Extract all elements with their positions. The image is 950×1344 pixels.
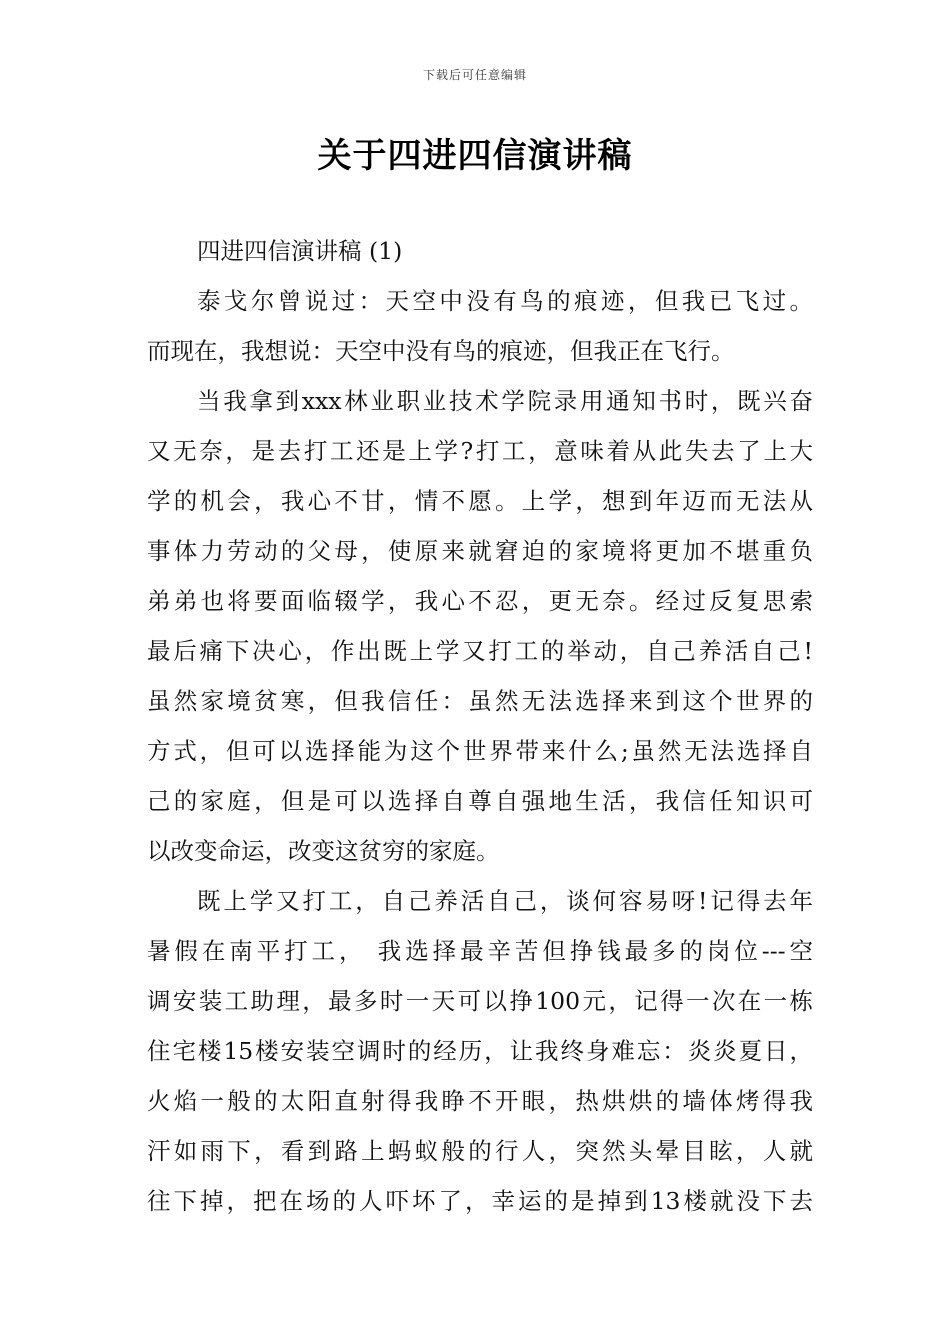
- text-line: 事体力劳动的父母，使原来就窘迫的家境将更加不堪重负: [147, 537, 813, 565]
- text-line: 弟弟也将要面临辍学，我心不忍，更无奈。经过反复思索: [147, 587, 813, 615]
- document-body: [147, 226, 813, 1226]
- text-line: 当我拿到xxx林业职业技术学院录用通知书时，既兴奋: [197, 387, 813, 415]
- text-line: 既上学又打工，自己养活自己，谈何容易呀!记得去年: [197, 887, 813, 915]
- text-line: 住宅楼15楼安装空调时的经历，让我终身难忘：炎炎夏日，: [147, 1037, 813, 1065]
- text-line: 己的家庭，但是可以选择自尊自强地生活，我信任知识可: [147, 787, 813, 815]
- text-line: 最后痛下决心，作出既上学又打工的举动，自己养活自己!: [147, 637, 813, 665]
- text-line: 虽然家境贫寒，但我信任：虽然无法选择来到这个世界的: [147, 687, 813, 715]
- text-line: 汗如雨下，看到路上蚂蚁般的行人，突然头晕目眩，人就: [147, 1137, 813, 1165]
- text-line: 又无奈，是去打工还是上学?打工，意味着从此失去了上大: [147, 437, 813, 465]
- header-note: 下载后可任意编辑: [422, 68, 527, 82]
- text-line: 泰戈尔曾说过：天空中没有鸟的痕迹，但我已飞过。: [197, 287, 813, 315]
- text-line: 以改变命运，改变这贫穷的家庭。: [147, 837, 500, 865]
- document-title: 关于四进四信演讲稿: [317, 136, 633, 176]
- text-line: 调安装工助理，最多时一天可以挣100元，记得一次在一栋: [147, 987, 813, 1015]
- text-line: 方式，但可以选择能为这个世界带来什么;虽然无法选择自: [147, 737, 813, 765]
- text-line: 火焰一般的太阳直射得我睁不开眼，热烘烘的墙体烤得我: [147, 1087, 813, 1115]
- text-line: 往下掉，把在场的人吓坏了，幸运的是掉到13楼就没下去: [147, 1187, 813, 1215]
- text-line: 学的机会，我心不甘，情不愿。上学，想到年迈而无法从: [147, 487, 813, 515]
- text-line: 而现在，我想说：天空中没有鸟的痕迹，但我正在飞行。: [147, 337, 735, 365]
- text-line: 四进四信演讲稿 (1): [197, 237, 403, 265]
- text-line: 暑假在南平打工， 我选择最辛苦但挣钱最多的岗位---空: [147, 937, 813, 965]
